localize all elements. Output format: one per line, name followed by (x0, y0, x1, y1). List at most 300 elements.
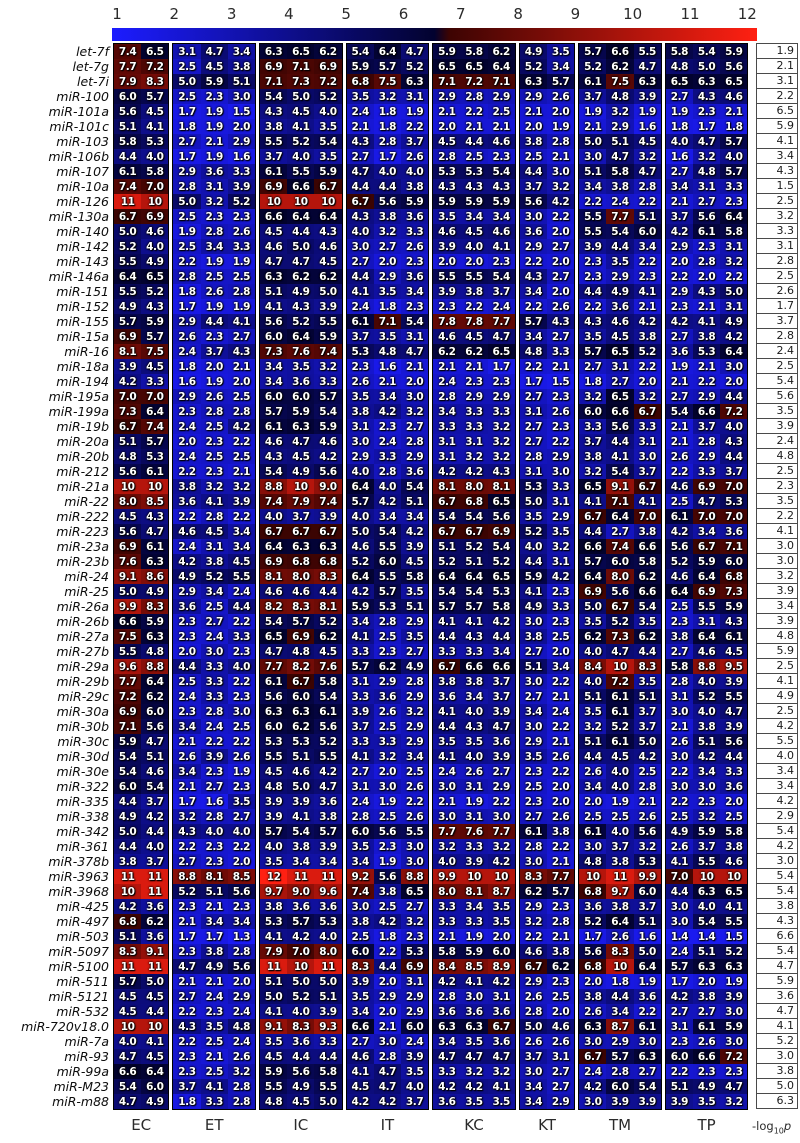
heatmap-cell: 5.2 (693, 689, 720, 704)
heatmap-cell: 4.4 (634, 644, 661, 659)
pvalue-box: 2.5 (756, 358, 798, 374)
heatmap-cell: 3.7 (347, 719, 374, 734)
heatmap-cell: 6.8 (579, 884, 606, 899)
heatmap-cell: 6.2 (488, 44, 515, 59)
pvalue-box: 1.9 (756, 43, 798, 59)
heatmap-cell: 1.9 (201, 149, 228, 164)
heatmap-row-segment (520, 119, 574, 134)
heatmap-row-segment (347, 569, 429, 584)
heatmap-row-segment (173, 614, 255, 629)
heatmap-row-segment (173, 824, 255, 839)
group-label-IC: IC (293, 1116, 309, 1134)
heatmap-cell: 7.7 (114, 59, 141, 74)
row-label: miR-223 (56, 524, 109, 539)
heatmap-cell: 4.3 (260, 449, 287, 464)
heatmap-cell: 3.3 (141, 374, 168, 389)
heatmap-cell: 4.7 (488, 719, 515, 734)
heatmap-row-segment (579, 944, 661, 959)
heatmap-cell: 3.7 (520, 179, 547, 194)
heatmap-cell: 4.1 (260, 299, 287, 314)
heatmap-cell: 5.3 (693, 344, 720, 359)
heatmap-cell: 4.3 (520, 269, 547, 284)
heatmap-cell: 1.9 (579, 104, 606, 119)
heatmap-cell: 4.9 (520, 599, 547, 614)
heatmap-cell: 3.7 (287, 509, 314, 524)
heatmap-row-segment (666, 239, 748, 254)
pvalue-box: 5.4 (756, 868, 798, 884)
heatmap-row-segment (173, 89, 255, 104)
heatmap-cell: 2.9 (173, 164, 200, 179)
heatmap-row-segment (173, 764, 255, 779)
heatmap-cell: 3.0 (720, 1034, 747, 1049)
heatmap-row-segment (114, 974, 168, 989)
pvalue-box: 3.4 (756, 148, 798, 164)
heatmap-cell: 4.6 (720, 89, 747, 104)
heatmap-cell: 2.5 (173, 59, 200, 74)
heatmap-row-segment (666, 389, 748, 404)
heatmap-cell: 4.5 (606, 329, 633, 344)
heatmap-row-segment (666, 644, 748, 659)
heatmap-cell: 4.4 (374, 959, 401, 974)
heatmap-cell: 2.6 (547, 1034, 574, 1049)
heatmap-cell: 1.7 (173, 794, 200, 809)
heatmap-cell: 4.3 (579, 314, 606, 329)
heatmap-cell: 2.4 (547, 704, 574, 719)
heatmap-cell: 8.5 (141, 494, 168, 509)
heatmap-cell: 6.1 (634, 1019, 661, 1034)
heatmap-cell: 3.8 (520, 134, 547, 149)
heatmap-cell: 3.2 (374, 749, 401, 764)
row-label: miR-30e (56, 764, 109, 779)
pvalue-box: 3.6 (756, 988, 798, 1004)
heatmap-cell: 6.4 (433, 569, 460, 584)
heatmap-cell: 3.5 (460, 1034, 487, 1049)
heatmap-cell: 2.7 (520, 389, 547, 404)
heatmap-row-segment (433, 209, 515, 224)
heatmap-cell: 3.5 (520, 509, 547, 524)
heatmap-cell: 2.8 (433, 389, 460, 404)
pvalue-axis-label-prefix: -log (752, 1119, 774, 1133)
heatmap-row-segment (173, 149, 255, 164)
heatmap-cell: 1.8 (666, 119, 693, 134)
heatmap-cell: 4.5 (228, 554, 255, 569)
heatmap-row-segment (520, 404, 574, 419)
heatmap-cell: 6.3 (693, 74, 720, 89)
heatmap-row-segment (520, 464, 574, 479)
heatmap-cell: 3.1 (347, 779, 374, 794)
heatmap-cell: 2.1 (666, 374, 693, 389)
heatmap-row-segment (173, 779, 255, 794)
heatmap-row-segment (433, 344, 515, 359)
pvalue-box: 5.2 (756, 1033, 798, 1049)
heatmap-cell: 1.9 (228, 254, 255, 269)
heatmap-cell: 9.5 (720, 659, 747, 674)
heatmap-cell: 4.8 (520, 344, 547, 359)
heatmap-cell: 2.3 (228, 689, 255, 704)
heatmap-row-segment (666, 704, 748, 719)
heatmap-cell: 5.4 (260, 89, 287, 104)
heatmap-cell: 2.5 (374, 809, 401, 824)
heatmap-row-segment (260, 434, 342, 449)
heatmap-row-segment (114, 269, 168, 284)
heatmap-cell: 5.4 (693, 914, 720, 929)
heatmap-cell: 5.6 (374, 824, 401, 839)
heatmap-row-segment (347, 44, 429, 59)
heatmap-row-segment (347, 629, 429, 644)
heatmap-cell: 3.7 (579, 434, 606, 449)
heatmap-row-segment (114, 719, 168, 734)
heatmap-cell: 3.1 (401, 329, 428, 344)
row-label: miR-103 (56, 134, 109, 149)
heatmap-cell: 6.2 (433, 344, 460, 359)
heatmap-cell: 3.1 (201, 539, 228, 554)
heatmap-row-segment (666, 209, 748, 224)
heatmap-cell: 2.3 (201, 464, 228, 479)
heatmap-cell: 2.2 (173, 509, 200, 524)
heatmap-cell: 5.6 (114, 104, 141, 119)
heatmap-cell: 1.8 (173, 284, 200, 299)
heatmap-row-segment (347, 1034, 429, 1049)
heatmap-cell: 2.8 (374, 614, 401, 629)
heatmap-cell: 2.2 (460, 104, 487, 119)
heatmap-cell: 2.3 (488, 254, 515, 269)
heatmap-row-segment (114, 254, 168, 269)
heatmap-cell: 7.7 (260, 659, 287, 674)
heatmap-cell: 4.5 (141, 1049, 168, 1064)
heatmap-cell: 2.9 (401, 614, 428, 629)
row-label: miR-511 (56, 974, 109, 989)
heatmap-cell: 2.1 (666, 419, 693, 434)
heatmap-row-segment (260, 149, 342, 164)
heatmap-cell: 6.2 (141, 689, 168, 704)
heatmap-cell: 2.7 (401, 644, 428, 659)
heatmap-cell: 4.7 (634, 164, 661, 179)
pvalue-box: 4.2 (756, 838, 798, 854)
heatmap-cell: 2.7 (488, 764, 515, 779)
heatmap-cell: 4.5 (606, 749, 633, 764)
heatmap-cell: 3.3 (201, 674, 228, 689)
pvalue-box: 3.0 (756, 853, 798, 869)
heatmap-cell: 3.5 (488, 1094, 515, 1109)
heatmap-cell: 2.9 (488, 389, 515, 404)
heatmap-row-segment (173, 359, 255, 374)
heatmap-row-segment (520, 344, 574, 359)
heatmap-row-segment (173, 209, 255, 224)
heatmap-cell: 7.4 (114, 179, 141, 194)
heatmap-cell: 2.6 (173, 749, 200, 764)
heatmap-row-segment (173, 674, 255, 689)
heatmap-row-segment (579, 404, 661, 419)
heatmap-row-segment (347, 329, 429, 344)
heatmap-cell: 4.0 (460, 239, 487, 254)
heatmap-cell: 8.3 (606, 944, 633, 959)
heatmap-cell: 6.1 (141, 464, 168, 479)
heatmap-row-segment (520, 644, 574, 659)
heatmap-cell: 3.0 (720, 1004, 747, 1019)
heatmap-cell: 6.7 (460, 524, 487, 539)
heatmap-row-segment (347, 299, 429, 314)
heatmap-cell: 3.6 (460, 1004, 487, 1019)
heatmap-cell: 5.5 (374, 539, 401, 554)
heatmap-cell: 5.0 (314, 974, 341, 989)
heatmap-cell: 7.0 (114, 389, 141, 404)
heatmap-cell: 2.8 (433, 149, 460, 164)
heatmap-cell: 5.0 (520, 1019, 547, 1034)
heatmap-row-segment (173, 959, 255, 974)
heatmap-row-segment (114, 914, 168, 929)
heatmap-row-segment (579, 59, 661, 74)
heatmap-cell: 6.2 (374, 659, 401, 674)
heatmap-cell: 3.1 (488, 989, 515, 1004)
heatmap-cell: 6.9 (260, 59, 287, 74)
heatmap-cell: 2.6 (401, 809, 428, 824)
heatmap-cell: 3.2 (228, 479, 255, 494)
heatmap-cell: 3.2 (401, 914, 428, 929)
heatmap-row-segment (347, 464, 429, 479)
heatmap-row-segment (173, 944, 255, 959)
heatmap-row-segment (173, 599, 255, 614)
heatmap-cell: 4.7 (488, 1049, 515, 1064)
colorbar (112, 28, 757, 41)
heatmap-cell: 2.0 (520, 119, 547, 134)
heatmap-cell: 5.5 (260, 749, 287, 764)
heatmap-cell: 4.4 (141, 1004, 168, 1019)
heatmap-row-segment (114, 794, 168, 809)
heatmap-row-segment (433, 224, 515, 239)
heatmap-cell: 6.3 (693, 884, 720, 899)
heatmap-cell: 5.3 (401, 944, 428, 959)
heatmap-row-segment (666, 104, 748, 119)
heatmap-cell: 1.9 (173, 224, 200, 239)
heatmap-cell: 5.6 (228, 884, 255, 899)
heatmap-cell: 5.8 (433, 944, 460, 959)
heatmap-cell: 4.6 (141, 764, 168, 779)
heatmap-cell: 4.4 (287, 224, 314, 239)
heatmap-cell: 6.9 (114, 704, 141, 719)
heatmap-row-segment (433, 944, 515, 959)
heatmap-cell: 7.0 (720, 479, 747, 494)
heatmap-cell: 10 (606, 659, 633, 674)
heatmap-cell: 5.0 (114, 224, 141, 239)
heatmap-cell: 5.2 (579, 914, 606, 929)
heatmap-row-segment (114, 314, 168, 329)
heatmap-cell: 4.7 (606, 644, 633, 659)
pvalue-box: 2.4 (756, 343, 798, 359)
heatmap-row-segment (347, 1064, 429, 1079)
heatmap-cell: 9.9 (433, 869, 460, 884)
heatmap-cell: 1.9 (374, 854, 401, 869)
heatmap-cell: 6.6 (634, 584, 661, 599)
heatmap-row-segment (579, 554, 661, 569)
heatmap-cell: 4.8 (260, 779, 287, 794)
heatmap-cell: 2.5 (228, 269, 255, 284)
heatmap-row-segment (520, 194, 574, 209)
heatmap-cell: 4.0 (228, 659, 255, 674)
heatmap-cell: 4.2 (374, 914, 401, 929)
heatmap-cell: 6.7 (579, 509, 606, 524)
heatmap-cell: 4.5 (114, 509, 141, 524)
heatmap-cell: 3.0 (579, 1094, 606, 1109)
heatmap-cell: 5.5 (579, 209, 606, 224)
heatmap-cell: 4.4 (114, 839, 141, 854)
heatmap-cell: 4.1 (433, 704, 460, 719)
row-label: miR-30d (56, 749, 109, 764)
heatmap-cell: 5.5 (260, 134, 287, 149)
heatmap-cell: 4.0 (347, 509, 374, 524)
heatmap-cell: 4.8 (579, 854, 606, 869)
heatmap-cell: 3.5 (606, 254, 633, 269)
heatmap-row-segment (260, 554, 342, 569)
colorbar-tick: 11 (680, 5, 700, 23)
heatmap-cell: 5.1 (634, 689, 661, 704)
heatmap-cell: 3.2 (547, 539, 574, 554)
heatmap-row-segment (260, 599, 342, 614)
heatmap-cell: 4.6 (260, 584, 287, 599)
heatmap-cell: 5.3 (374, 599, 401, 614)
heatmap-cell: 4.5 (634, 134, 661, 149)
heatmap-row-segment (260, 524, 342, 539)
heatmap-cell: 2.3 (520, 794, 547, 809)
heatmap-row-segment (520, 479, 574, 494)
heatmap-cell: 2.1 (460, 119, 487, 134)
heatmap-cell: 3.7 (173, 1079, 200, 1094)
heatmap-cell: 3.1 (520, 404, 547, 419)
heatmap-cell: 3.4 (488, 209, 515, 224)
heatmap-cell: 4.6 (666, 569, 693, 584)
heatmap-cell: 2.0 (228, 974, 255, 989)
heatmap-row-segment (114, 164, 168, 179)
heatmap-row-segment (260, 284, 342, 299)
row-label: miR-30c (57, 734, 109, 749)
heatmap-cell: 3.2 (401, 704, 428, 719)
heatmap-row-segment (347, 164, 429, 179)
heatmap-cell: 3.5 (520, 749, 547, 764)
heatmap-row-segment (666, 1004, 748, 1019)
heatmap-cell: 9.6 (114, 659, 141, 674)
heatmap-cell: 8.3 (314, 569, 341, 584)
heatmap-row-segment (114, 1094, 168, 1109)
pvalue-box: 4.1 (756, 1018, 798, 1034)
heatmap-cell: 5.2 (314, 89, 341, 104)
heatmap-cell: 2.4 (173, 344, 200, 359)
heatmap-cell: 2.7 (201, 614, 228, 629)
heatmap-row-segment (433, 689, 515, 704)
pvalue-box: 1.7 (756, 298, 798, 314)
heatmap-cell: 3.4 (433, 404, 460, 419)
heatmap-row-segment (114, 1049, 168, 1064)
heatmap-row-segment (579, 1034, 661, 1049)
heatmap-cell: 2.9 (374, 989, 401, 1004)
heatmap-cell: 2.3 (666, 1034, 693, 1049)
heatmap-row-segment (666, 854, 748, 869)
heatmap-cell: 2.5 (579, 809, 606, 824)
heatmap-cell: 4.9 (401, 659, 428, 674)
heatmap-cell: 3.6 (141, 899, 168, 914)
heatmap-cell: 8.0 (287, 569, 314, 584)
heatmap-row-segment (347, 494, 429, 509)
heatmap-cell: 1.7 (173, 299, 200, 314)
heatmap-cell: 5.4 (606, 464, 633, 479)
heatmap-cell: 3.8 (287, 839, 314, 854)
heatmap-cell: 1.9 (606, 794, 633, 809)
heatmap-group-KC (432, 43, 516, 1110)
heatmap-cell: 2.9 (520, 239, 547, 254)
heatmap-row-segment (520, 839, 574, 854)
heatmap-cell: 4.3 (314, 224, 341, 239)
heatmap-row-segment (666, 1094, 748, 1109)
heatmap-cell: 3.0 (634, 449, 661, 464)
heatmap-cell: 3.9 (433, 284, 460, 299)
heatmap-row-segment (260, 1064, 342, 1079)
heatmap-cell: 1.6 (634, 119, 661, 134)
heatmap-cell: 5.1 (228, 74, 255, 89)
heatmap-cell: 3.5 (401, 1064, 428, 1079)
heatmap-cell: 4.4 (347, 269, 374, 284)
heatmap-row-segment (579, 1094, 661, 1109)
pvalue-box: 3.9 (756, 583, 798, 599)
heatmap-cell: 3.9 (228, 494, 255, 509)
heatmap-cell: 3.1 (433, 449, 460, 464)
heatmap-cell: 5.9 (488, 194, 515, 209)
heatmap-cell: 6.1 (693, 1019, 720, 1034)
heatmap-cell: 6.2 (460, 344, 487, 359)
heatmap-cell: 3.5 (579, 329, 606, 344)
heatmap-cell: 5.0 (520, 494, 547, 509)
heatmap-cell: 3.0 (228, 89, 255, 104)
heatmap-row-segment (347, 89, 429, 104)
heatmap-cell: 4.3 (347, 209, 374, 224)
heatmap-cell: 5.4 (488, 269, 515, 284)
heatmap-cell: 6.1 (720, 629, 747, 644)
heatmap-cell: 10 (260, 194, 287, 209)
heatmap-cell: 2.9 (460, 389, 487, 404)
heatmap-cell: 4.3 (720, 434, 747, 449)
heatmap-cell: 5.7 (114, 314, 141, 329)
heatmap-row-segment (666, 689, 748, 704)
heatmap-cell: 1.9 (201, 299, 228, 314)
heatmap-row-segment (173, 1049, 255, 1064)
pvalue-box: 2.8 (756, 253, 798, 269)
heatmap-cell: 2.9 (606, 269, 633, 284)
heatmap-cell: 2.8 (547, 134, 574, 149)
heatmap-cell: 2.4 (347, 299, 374, 314)
heatmap-cell: 5.4 (314, 689, 341, 704)
heatmap-row-segment (347, 959, 429, 974)
heatmap-cell: 5.6 (314, 464, 341, 479)
pvalue-box: 2.6 (756, 283, 798, 299)
heatmap-row-segment (666, 404, 748, 419)
heatmap-cell: 4.1 (287, 119, 314, 134)
heatmap-cell: 2.5 (228, 389, 255, 404)
heatmap-row-segment (433, 779, 515, 794)
heatmap-cell: 2.2 (228, 434, 255, 449)
heatmap-row-segment (433, 104, 515, 119)
heatmap-cell: 4.2 (488, 854, 515, 869)
heatmap-cell: 3.3 (460, 419, 487, 434)
heatmap-row-segment (433, 134, 515, 149)
heatmap-cell: 5.2 (433, 554, 460, 569)
heatmap-cell: 4.2 (666, 524, 693, 539)
heatmap-cell: 4.8 (287, 644, 314, 659)
heatmap-row-segment (260, 164, 342, 179)
heatmap-cell: 3.6 (201, 164, 228, 179)
heatmap-cell: 7.7 (433, 824, 460, 839)
heatmap-row-segment (520, 254, 574, 269)
heatmap-row-segment (260, 659, 342, 674)
heatmap-cell: 3.8 (201, 944, 228, 959)
heatmap-row-segment (347, 149, 429, 164)
heatmap-cell: 4.4 (520, 164, 547, 179)
